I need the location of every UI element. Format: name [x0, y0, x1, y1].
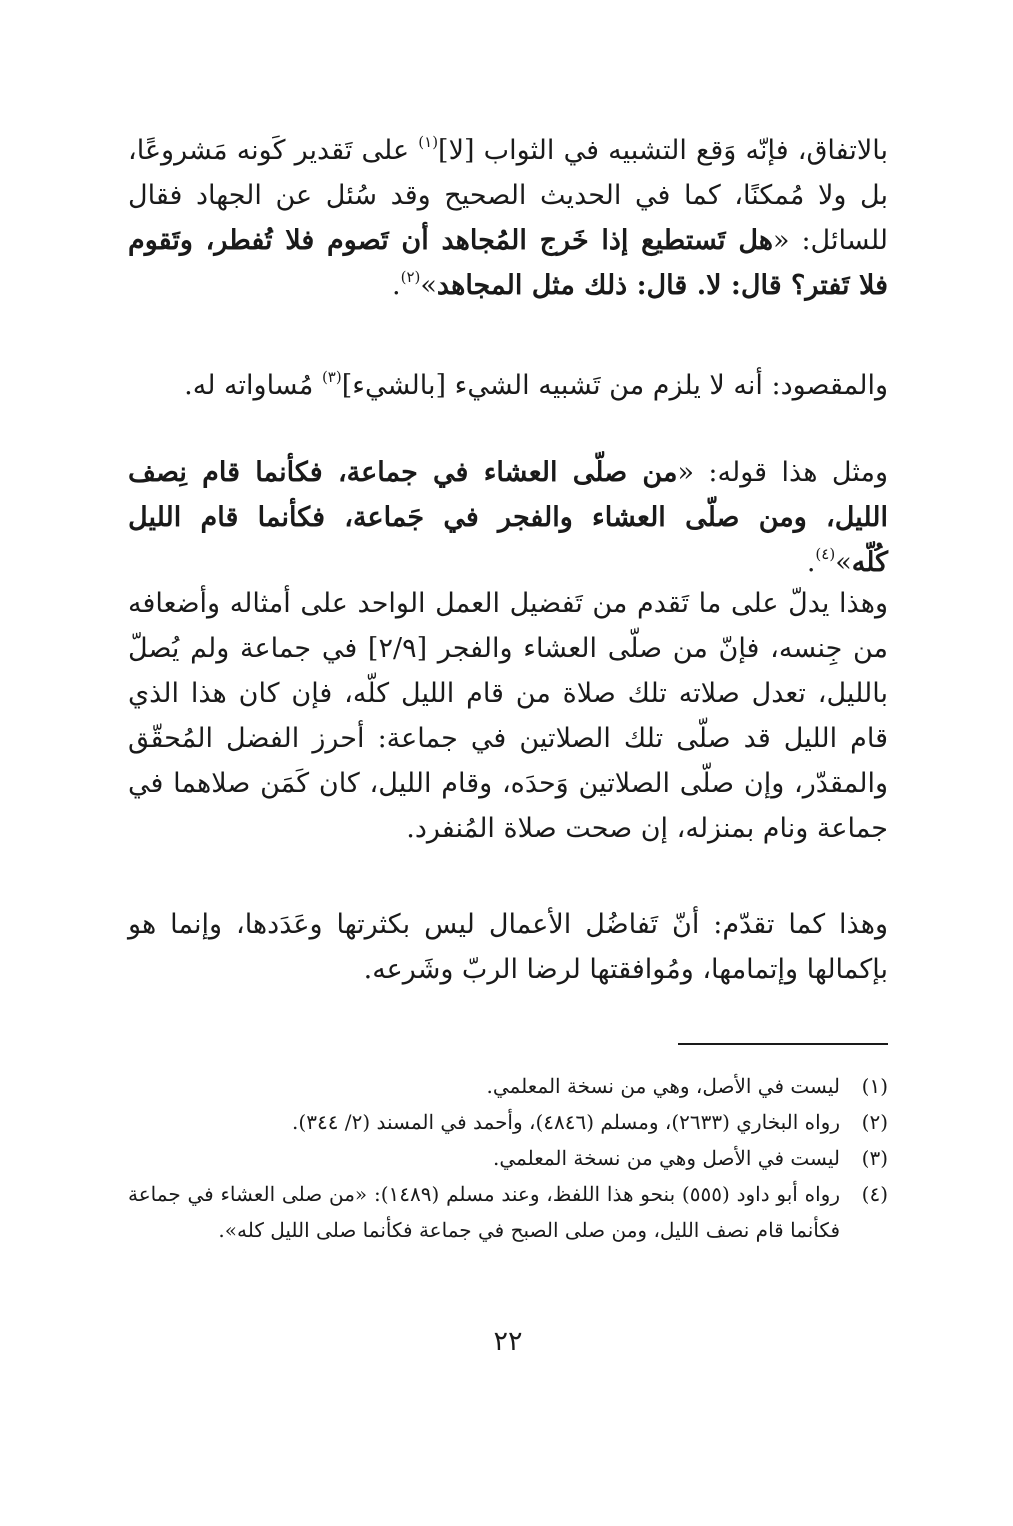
footnote-ref-3: (٣) — [321, 368, 342, 386]
hadith-quote-2: من صلّى العشاء في جماعة، فكأنما قام نِصف الليل، ومن صلّى العشاء والفجر في جَماعة، فكأنما قام الليل كُلّه — [128, 457, 888, 578]
paragraph-2-text-a: والمقصود: أنه لا يلزم من تَشبيه الشيء [بالشيء] — [341, 370, 888, 401]
footnote-ref-1: (١) — [418, 133, 439, 151]
hadith-quote-1: هل تَستطيع إذا خَرج المُجاهد أن تَصوم فلا تُفطر، وتَقوم فلا تَفتر؟ قال: لا. قال: ذلك مثل المجاهد — [128, 225, 888, 301]
paragraph-4: وهذا يدلّ على ما تَقدم من تَفضيل العمل الواحد على أمثاله وأضعافه من جِنسه، فإنّ من صلّى العشاء والفجر [٢/٩] في جماعة ولم يُصلّ بالليل، تعدل صلاته تلك صلاة من قام الليل كلّه، فإن كان هذا الذي قام الليل قد صلّى تلك الصلاتين في جماعة: أحرز الفضل المُحقّق والمقدّر، وإن صلّى الصلاتين وَحدَه، وقام الليل، كان كَمَن صلاهما في جماعة ونام بمنزله، إن صحت صلاة المُنفرد. — [128, 588, 888, 844]
footnote-ref-4: (٤) — [815, 545, 836, 563]
page-number: ٢٢ — [493, 1326, 523, 1357]
paragraph-1-text-b: على تَقدير كَونه مَشروعًا، بل ولا مُمكنًا، كما في الحديث الصحيح وقد سُئل عن الجهاد فقال للسائل: « — [128, 135, 888, 256]
footnote-text: رواه أبو داود (٥٥٥) بنحو هذا اللفظ، وعند مسلم (١٤٨٩): «من صلى العشاء في جماعة فكأنما قام نصف الليل، ومن صلى الصبح في جماعة فكأنما صلى الليل كله». — [128, 1182, 841, 1242]
paragraph-3-text-a: ومثل هذا قوله: « — [677, 457, 888, 488]
paragraph-2 — [128, 363, 888, 408]
footnote-3 — [128, 1140, 888, 1176]
paragraph-1-text-c: » — [420, 270, 437, 301]
paragraph-1 — [128, 128, 888, 308]
footnote-2 — [128, 1104, 888, 1140]
paragraph-1-text-d: . — [392, 270, 401, 301]
footnote-number: (٣) — [861, 1146, 888, 1170]
footnote-number: (١) — [861, 1074, 888, 1098]
paragraph-1-text-a: بالاتفاق، فإنّه وَقع التشبيه في الثواب [لا] — [438, 135, 888, 166]
footnote-ref-2: (٢) — [400, 268, 421, 286]
paragraph-3 — [128, 450, 888, 585]
footnote-text: ليست في الأصل وهي من نسخة المعلمي. — [492, 1146, 840, 1170]
footnote-divider — [678, 1043, 888, 1045]
footnote-number: (٤) — [861, 1182, 888, 1206]
paragraph-3-text-c: . — [806, 547, 816, 578]
footnotes — [128, 1068, 888, 1248]
footnote-text: ليست في الأصل، وهي من نسخة المعلمي. — [486, 1074, 840, 1098]
paragraph-2-text-b: مُساواته له. — [184, 370, 322, 401]
footnote-4 — [128, 1176, 888, 1248]
footnote-1 — [128, 1068, 888, 1104]
footnote-text: رواه البخاري (٢٦٣٣)، ومسلم (٤٨٤٦)، وأحمد في المسند (٢/ ٣٤٤). — [292, 1110, 840, 1134]
footnote-number: (٢) — [861, 1110, 888, 1134]
paragraph-3-text-b: » — [835, 547, 852, 578]
paragraph-5: وهذا كما تقدّم: أنّ تَفاضُل الأعمال ليس بكثرتها وعَدَدها، وإنما هو بإكمالها وإتمامها، ومُوافقتها لرضا الربّ وشَرعه. — [128, 909, 888, 985]
